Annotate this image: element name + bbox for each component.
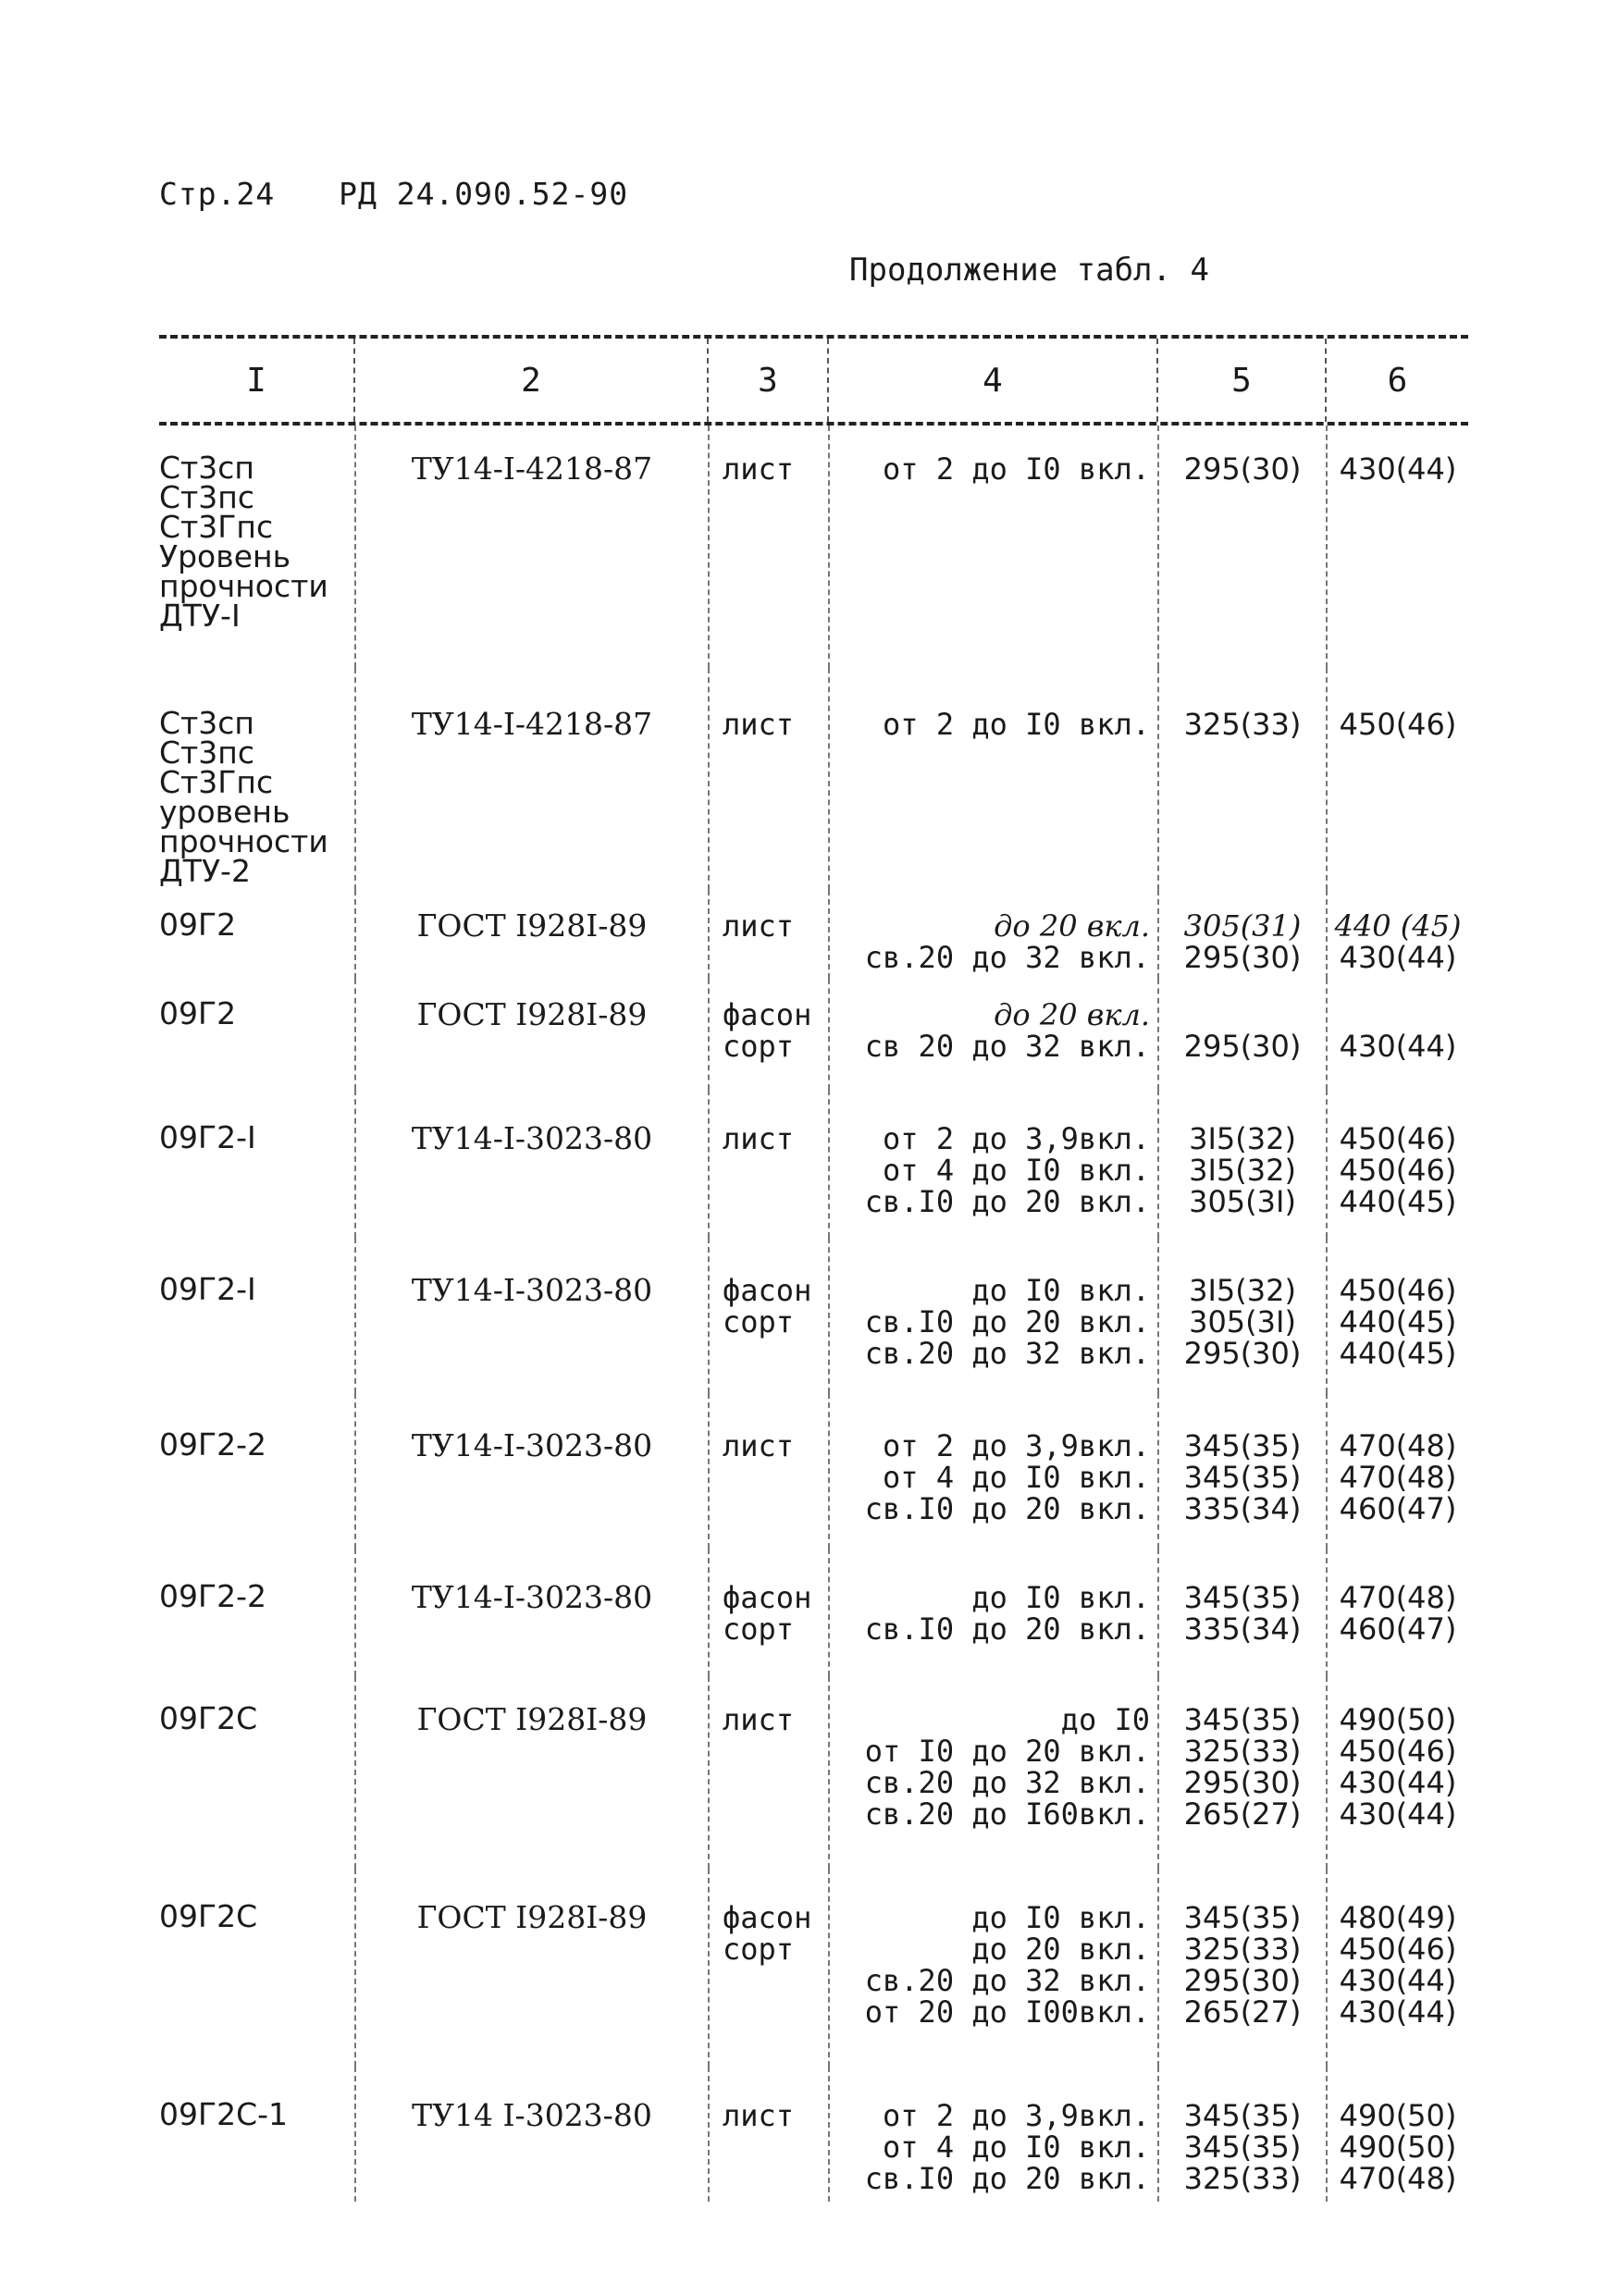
steel-grade-cell (159, 426, 355, 668)
cell-line: 305(3I) (1189, 1304, 1296, 1339)
cell-line: ТУ14-I-3023-80 (411, 1427, 653, 1463)
cell-line: до I0 вкл. (971, 1580, 1150, 1615)
steel-grade-cell (159, 1090, 355, 1238)
cell-line: св.20 до 32 вкл. (864, 1765, 1150, 1800)
thickness-range-cell (829, 1869, 1158, 2067)
cell-line: 265(27) (1183, 1796, 1302, 1832)
table-row (159, 1549, 1468, 1676)
column-header-row (159, 339, 1468, 422)
standard-cell (355, 1393, 709, 1549)
thickness-range-cell (829, 890, 1158, 979)
cell-line: ДТУ-I (159, 598, 241, 634)
standard-cell (355, 1090, 709, 1238)
product-type-cell (709, 1549, 829, 1676)
cell-line: 430(44) (1339, 451, 1457, 487)
cell-line: 440(45) (1339, 1184, 1457, 1219)
yield-strength-cell (1158, 1393, 1327, 1549)
page-number: Стр.24 (159, 176, 276, 212)
tensile-strength-cell (1327, 890, 1468, 979)
yield-strength-cell (1158, 890, 1327, 979)
cell-line: ГОСТ I928I-89 (416, 1899, 648, 1935)
cell-line: сорт (723, 1611, 795, 1647)
steel-grade-cell (159, 979, 355, 1090)
cell-line: 470(48) (1339, 2161, 1457, 2196)
cell-line: до I0 (1060, 1702, 1150, 1737)
standard-cell (355, 890, 709, 979)
tensile-strength-cell (1327, 1869, 1468, 2067)
thickness-range-cell (829, 1676, 1158, 1869)
cell-line: св.I0 до 20 вкл. (864, 1491, 1150, 1526)
cell-line: св.I0 до 20 вкл. (864, 1184, 1150, 1219)
cell-line: 09Г2С (159, 1700, 258, 1736)
cell-line (1165, 999, 1320, 1031)
cell-line: св.20 до 32 вкл. (864, 1963, 1150, 1998)
yield-strength-cell (1158, 426, 1327, 668)
cell-line: Ст3сп (159, 450, 254, 486)
cell-line: Ст3пс (159, 479, 254, 515)
cell-line: фасон (723, 1580, 812, 1615)
cell-line: от I0 до 20 вкл. (864, 1734, 1150, 1769)
cell-line: ТУ14-I-3023-80 (411, 1272, 653, 1308)
yield-strength-cell (1158, 2067, 1327, 2202)
cell-line: фасон (723, 1273, 812, 1308)
cell-line: фасон (723, 1900, 812, 1935)
cell-line: 450(46) (1339, 1273, 1457, 1308)
cell-line: 430(44) (1339, 1963, 1457, 1998)
cell-line: 3I5(32) (1189, 1153, 1296, 1188)
cell-line: 430(44) (1339, 1029, 1457, 1064)
standard-cell (355, 1676, 709, 1869)
cell-line: 09Г2С-1 (159, 2096, 289, 2132)
product-type-cell (709, 1393, 829, 1549)
cell-line: 430(44) (1339, 940, 1457, 975)
cell-line: 09Г2-I (159, 1119, 256, 1155)
cell-line: лист (723, 2098, 795, 2133)
yield-strength-cell (1158, 1869, 1327, 2067)
cell-line: ГОСТ I928I-89 (416, 1701, 648, 1737)
cell-line: 09Г2 (159, 907, 237, 943)
cell-line: 345(35) (1183, 1900, 1302, 1935)
page-header (159, 176, 673, 212)
standard-cell (355, 1238, 709, 1393)
product-type-cell (709, 2067, 829, 2202)
cell-line: 450(46) (1339, 1932, 1457, 1967)
cell-line: 335(34) (1183, 1491, 1302, 1526)
cell-line: Ст3сп (159, 705, 254, 741)
cell-line: 325(33) (1183, 1734, 1302, 1769)
cell-line: фасон (723, 997, 812, 1032)
tensile-strength-cell (1327, 426, 1468, 668)
cell-line: 430(44) (1339, 1994, 1457, 2030)
cell-line: до 20 вкл. (994, 997, 1150, 1032)
cell-line: 345(35) (1183, 2129, 1302, 2165)
cell-line: 325(33) (1183, 707, 1302, 742)
tensile-strength-cell (1327, 1238, 1468, 1393)
standard-cell (355, 1549, 709, 1676)
column-header-6: 6 (1387, 361, 1408, 400)
product-type-cell (709, 1090, 829, 1238)
cell-line: от 2 до 3,9вкл. (883, 2098, 1150, 2133)
standard-cell (355, 1869, 709, 2067)
standard-cell (355, 426, 709, 668)
cell-line: 09Г2-2 (159, 1426, 267, 1463)
cell-line: сорт (723, 1304, 795, 1339)
thickness-range-cell (829, 979, 1158, 1090)
cell-line: 335(34) (1183, 1611, 1302, 1647)
cell-line: 09Г2 (159, 995, 237, 1031)
cell-line: от 4 до I0 вкл. (883, 1153, 1150, 1188)
table-body (159, 426, 1468, 2202)
cell-line: 345(35) (1183, 1428, 1302, 1463)
cell-line: 470(48) (1339, 1428, 1457, 1463)
table-row (159, 890, 1468, 979)
table-row (159, 2067, 1468, 2202)
cell-line: сорт (723, 1932, 795, 1967)
thickness-range-cell (829, 1090, 1158, 1238)
cell-line: 345(35) (1183, 1460, 1302, 1495)
yield-strength-cell (1158, 1238, 1327, 1393)
standard-cell (355, 979, 709, 1090)
cell-line: 265(27) (1183, 1994, 1302, 2030)
cell-line: 305(3I) (1189, 1184, 1296, 1219)
cell-line: 450(46) (1339, 707, 1457, 742)
tensile-strength-cell (1327, 1393, 1468, 1549)
table-row (159, 979, 1468, 1090)
yield-strength-cell (1158, 1090, 1327, 1238)
cell-line: уровень (159, 794, 290, 830)
product-type-cell (709, 426, 829, 668)
cell-line: 440(45) (1339, 1336, 1457, 1371)
table-row (159, 1869, 1468, 2067)
cell-line: 430(44) (1339, 1765, 1457, 1800)
cell-line: лист (723, 1702, 795, 1737)
cell-line: Ст3Гпс (159, 509, 274, 545)
cell-line: св.20 до I60вкл. (864, 1796, 1150, 1832)
standard-cell (355, 2067, 709, 2202)
column-header-2: 2 (355, 339, 709, 422)
cell-line: 450(46) (1339, 1734, 1457, 1769)
cell-line: 325(33) (1183, 2161, 1302, 2196)
cell-line: 470(48) (1339, 1460, 1457, 1495)
cell-line: от 2 до 3,9вкл. (883, 1428, 1150, 1463)
cell-line: 295(30) (1183, 940, 1302, 975)
steel-grade-cell (159, 1238, 355, 1393)
column-header-1: I (159, 339, 355, 422)
table-row (159, 1676, 1468, 1869)
thickness-range-cell (829, 668, 1158, 890)
cell-line: 490(50) (1339, 2098, 1457, 2133)
yield-strength-cell (1158, 1549, 1327, 1676)
steel-grades-table (159, 335, 1468, 2202)
cell-line: от 20 до I00вкл. (864, 1994, 1150, 2030)
column-header-4: 4 (829, 339, 1158, 422)
cell-line: ДТУ-2 (159, 853, 251, 889)
cell-line: 295(30) (1183, 451, 1302, 487)
tensile-strength-cell (1327, 979, 1468, 1090)
yield-strength-cell (1158, 979, 1327, 1090)
cell-line (1333, 999, 1463, 1031)
cell-line: св.I0 до 20 вкл. (864, 2161, 1150, 2196)
cell-line: до I0 вкл. (971, 1900, 1150, 1935)
steel-grade-cell (159, 2067, 355, 2202)
cell-line: Уровень (159, 538, 291, 574)
cell-line: св.I0 до 20 вкл. (864, 1304, 1150, 1339)
cell-line: 295(30) (1183, 1029, 1302, 1064)
steel-grade-cell (159, 1676, 355, 1869)
cell-line: 3I5(32) (1189, 1121, 1296, 1156)
cell-line: 09Г2-2 (159, 1578, 267, 1614)
cell-line: до 20 вкл. (994, 908, 1150, 944)
steel-grade-cell (159, 1549, 355, 1676)
cell-line: 3I5(32) (1189, 1273, 1296, 1308)
thickness-range-cell (829, 426, 1158, 668)
cell-line: от 2 до I0 вкл. (883, 451, 1150, 487)
cell-line: св.I0 до 20 вкл. (864, 1611, 1150, 1647)
cell-line: ТУ14-I-3023-80 (411, 1120, 653, 1156)
steel-grade-cell (159, 890, 355, 979)
cell-line: 305(31) (1183, 908, 1302, 944)
product-type-cell (709, 1869, 829, 2067)
cell-line: 490(50) (1339, 2129, 1457, 2165)
cell-line: ГОСТ I928I-89 (416, 996, 648, 1032)
product-type-cell (709, 1676, 829, 1869)
tensile-strength-cell (1327, 2067, 1468, 2202)
standard-cell (355, 668, 709, 890)
product-type-cell (709, 890, 829, 979)
cell-line: св.20 до 32 вкл. (864, 940, 1150, 975)
product-type-cell (709, 979, 829, 1090)
steel-grade-cell (159, 668, 355, 890)
cell-line: от 2 до I0 вкл. (883, 707, 1150, 742)
cell-line: 450(46) (1339, 1121, 1457, 1156)
product-type-cell (709, 668, 829, 890)
cell-line: ТУ14-I-4218-87 (411, 451, 653, 487)
cell-line: от 4 до I0 вкл. (883, 1460, 1150, 1495)
cell-line: 345(35) (1183, 1702, 1302, 1737)
cell-line: 430(44) (1339, 1796, 1457, 1832)
cell-line: 345(35) (1183, 1580, 1302, 1615)
cell-line: 450(46) (1339, 1153, 1457, 1188)
column-header-3: 3 (709, 339, 829, 422)
thickness-range-cell (829, 1238, 1158, 1393)
cell-line: 09Г2С (159, 1898, 258, 1934)
cell-line: прочности (159, 568, 328, 604)
tensile-strength-cell (1327, 668, 1468, 890)
table-row (159, 1090, 1468, 1238)
cell-line: ГОСТ I928I-89 (416, 907, 648, 944)
cell-line: прочности (159, 823, 328, 859)
tensile-strength-cell (1327, 1676, 1468, 1869)
cell-line: ТУ14-I-3023-80 (411, 1579, 653, 1615)
cell-line: 440 (45) (1334, 908, 1462, 944)
product-type-cell (709, 1238, 829, 1393)
cell-line: 480(49) (1339, 1900, 1457, 1935)
cell-line: лист (723, 1428, 795, 1463)
cell-line: 490(50) (1339, 1702, 1457, 1737)
cell-line: лист (723, 451, 795, 487)
cell-line: 325(33) (1183, 1932, 1302, 1967)
cell-line: 460(47) (1339, 1491, 1457, 1526)
thickness-range-cell (829, 1549, 1158, 1676)
cell-line: ТУ14-I-4218-87 (411, 706, 653, 742)
table-row (159, 668, 1468, 890)
cell-line: сорт (723, 1029, 795, 1064)
cell-line: 295(30) (1183, 1765, 1302, 1800)
cell-line: Ст3Гпс (159, 764, 274, 800)
thickness-range-cell (829, 2067, 1158, 2202)
yield-strength-cell (1158, 1676, 1327, 1869)
cell-line: до I0 вкл. (971, 1273, 1150, 1308)
column-header-5: 5 (1158, 339, 1327, 422)
table-row (159, 1393, 1468, 1549)
tensile-strength-cell (1327, 1549, 1468, 1676)
yield-strength-cell (1158, 668, 1327, 890)
cell-line: лист (723, 908, 795, 944)
cell-line: 345(35) (1183, 2098, 1302, 2133)
thickness-range-cell (829, 1393, 1158, 1549)
cell-line: от 4 до I0 вкл. (883, 2129, 1150, 2165)
cell-line: Ст3пс (159, 734, 254, 771)
table-row (159, 426, 1468, 668)
cell-line: 470(48) (1339, 1580, 1457, 1615)
cell-line: ТУ14 I-3023-80 (412, 2097, 652, 2133)
cell-line: 440(45) (1339, 1304, 1457, 1339)
cell-line: лист (723, 1121, 795, 1156)
table-row (159, 1238, 1468, 1393)
cell-line: 295(30) (1183, 1963, 1302, 1998)
cell-line: св.20 до 32 вкл. (864, 1336, 1150, 1371)
cell-line: лист (723, 707, 795, 742)
cell-line: св 20 до 32 вкл. (864, 1029, 1150, 1064)
cell-line: 09Г2-I (159, 1271, 256, 1307)
document-code: РД 24.090.52-90 (339, 176, 629, 212)
cell-line: 460(47) (1339, 1611, 1457, 1647)
cell-line: от 2 до 3,9вкл. (883, 1121, 1150, 1156)
steel-grade-cell (159, 1869, 355, 2067)
table-continuation-title: Продолжение табл. 4 (849, 252, 1209, 289)
cell-line: до 20 вкл. (971, 1932, 1150, 1967)
tensile-strength-cell (1327, 1090, 1468, 1238)
cell-line: 295(30) (1183, 1336, 1302, 1371)
steel-grade-cell (159, 1393, 355, 1549)
